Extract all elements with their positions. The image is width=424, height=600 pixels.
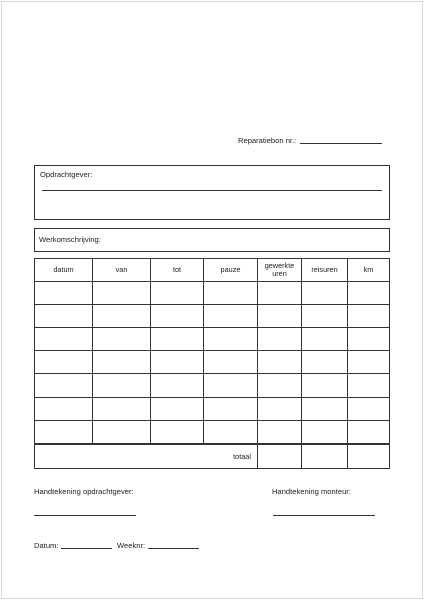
total-row [35, 444, 390, 469]
table-cell[interactable] [204, 397, 258, 420]
col-header-datum: datum [35, 259, 93, 282]
weeknr-field[interactable] [148, 548, 199, 549]
table-cell[interactable] [151, 397, 204, 420]
opdrachtgever-field[interactable] [42, 190, 382, 191]
table-cell[interactable] [204, 374, 258, 397]
table-cell[interactable] [93, 305, 151, 328]
datum-label: Datum: [34, 541, 59, 550]
col-header-van: van [93, 259, 151, 282]
werkomschrijving-label: Werkomschrijving: [39, 235, 101, 244]
table-cell[interactable] [258, 420, 302, 444]
col-header-gewerkte-uren-line-2: uren [272, 269, 287, 278]
table-row [35, 374, 390, 397]
table-cell[interactable] [93, 351, 151, 374]
table-cell[interactable] [35, 305, 93, 328]
table-cell[interactable] [348, 420, 390, 444]
table-cell[interactable] [348, 282, 390, 305]
table-cell[interactable] [151, 351, 204, 374]
reparatiebon-number-field[interactable] [300, 143, 382, 144]
total-cell[interactable] [348, 444, 390, 469]
table-cell[interactable] [204, 420, 258, 444]
table-cell[interactable] [151, 305, 204, 328]
col-header-tot: tot [151, 259, 204, 282]
client-signature-label: Handtekening opdrachtgever: [34, 487, 134, 496]
col-header-gewerkte-uren [258, 259, 302, 282]
table-row [35, 351, 390, 374]
table-cell[interactable] [151, 282, 204, 305]
total-cell[interactable] [258, 444, 302, 469]
table-cell[interactable] [204, 305, 258, 328]
datum-field[interactable] [61, 548, 112, 549]
mechanic-signature-field[interactable] [273, 515, 375, 516]
table-cell[interactable] [93, 328, 151, 351]
table-header-row [35, 259, 390, 282]
table-cell[interactable] [302, 305, 348, 328]
table-cell[interactable] [348, 397, 390, 420]
table-row [35, 305, 390, 328]
table-cell[interactable] [258, 397, 302, 420]
weeknr-label: Weeknr: [117, 541, 146, 550]
table-row [35, 282, 390, 305]
table-cell[interactable] [151, 374, 204, 397]
table-cell[interactable] [35, 282, 93, 305]
table-cell[interactable] [348, 305, 390, 328]
reparatiebon-label: Reparatiebon nr.: [238, 136, 297, 145]
mechanic-signature-label: Handtekening monteur: [272, 487, 351, 496]
col-header-km: km [348, 259, 390, 282]
col-header-pauze: pauze [204, 259, 258, 282]
table-cell[interactable] [35, 397, 93, 420]
table-cell[interactable] [302, 282, 348, 305]
table-cell[interactable] [93, 397, 151, 420]
table-cell[interactable] [35, 328, 93, 351]
table-row [35, 420, 390, 444]
client-signature-field[interactable] [34, 515, 136, 516]
col-header-reisuren: reisuren [302, 259, 348, 282]
table-cell[interactable] [348, 374, 390, 397]
table-cell[interactable] [348, 328, 390, 351]
table-cell[interactable] [302, 328, 348, 351]
table-cell[interactable] [204, 351, 258, 374]
table-cell[interactable] [204, 328, 258, 351]
total-label: totaal [35, 444, 258, 469]
table-cell[interactable] [348, 351, 390, 374]
opdrachtgever-label: Opdrachtgever: [40, 170, 93, 179]
table-cell[interactable] [93, 374, 151, 397]
table-cell[interactable] [258, 328, 302, 351]
table-row [35, 328, 390, 351]
table-cell[interactable] [302, 351, 348, 374]
table-cell[interactable] [302, 397, 348, 420]
table-cell[interactable] [258, 351, 302, 374]
table-cell[interactable] [258, 374, 302, 397]
table-cell[interactable] [35, 351, 93, 374]
table-cell[interactable] [35, 374, 93, 397]
table-cell[interactable] [302, 420, 348, 444]
table-cell[interactable] [151, 420, 204, 444]
table-cell[interactable] [258, 305, 302, 328]
total-cell[interactable] [302, 444, 348, 469]
table-cell[interactable] [93, 420, 151, 444]
table-cell[interactable] [35, 420, 93, 444]
table-cell[interactable] [302, 374, 348, 397]
col-header-gewerkte-uren-line-1: gewerkte [264, 261, 295, 271]
table-row [35, 397, 390, 420]
table-cell[interactable] [204, 282, 258, 305]
table-cell[interactable] [258, 282, 302, 305]
table-cell[interactable] [93, 282, 151, 305]
table-cell[interactable] [151, 328, 204, 351]
hours-table [34, 258, 390, 469]
